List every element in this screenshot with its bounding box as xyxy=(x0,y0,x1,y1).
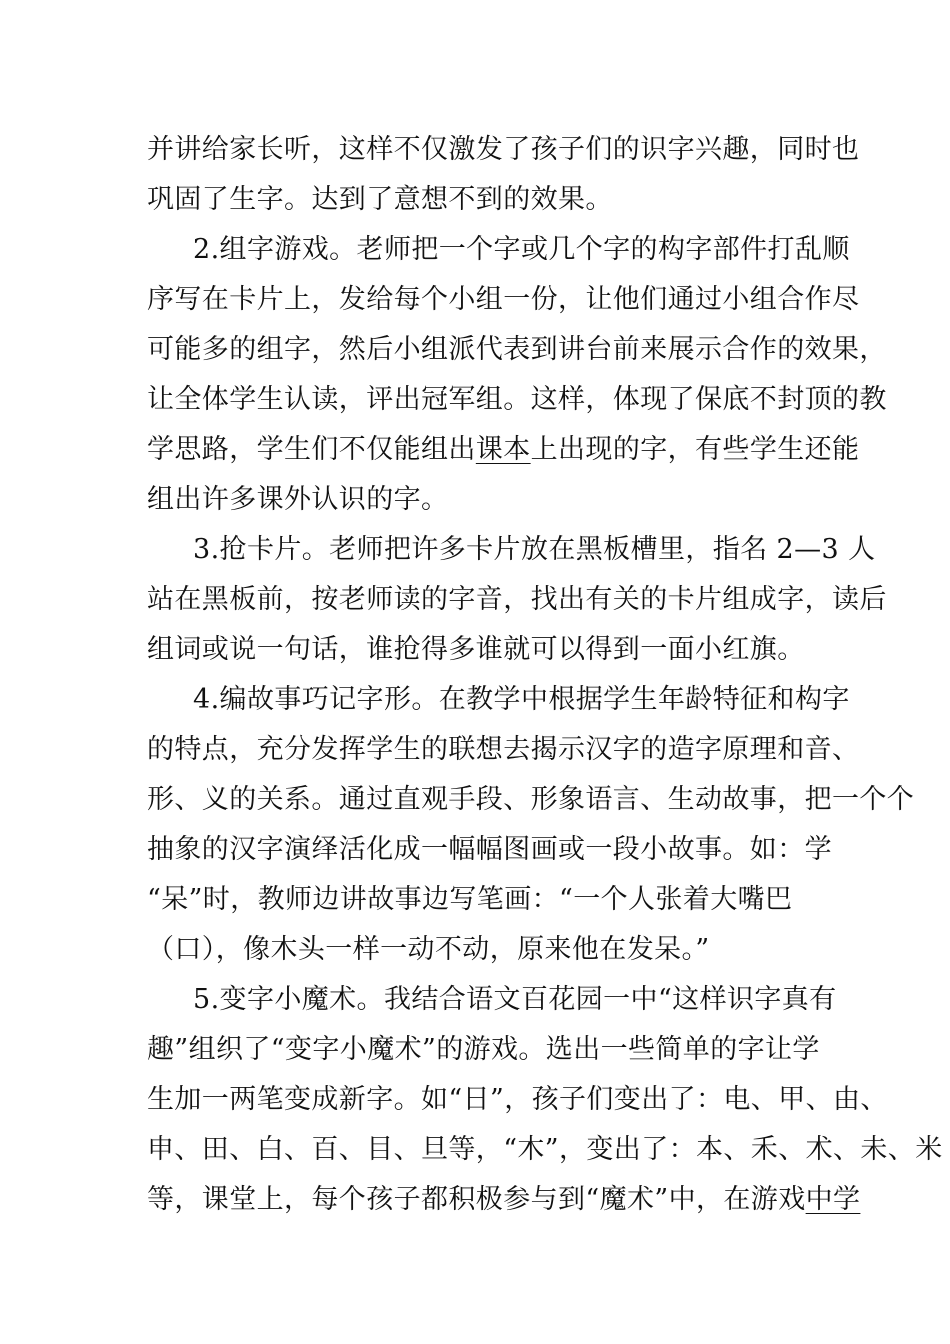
text-segment: 学思路，学生们不仅能组出 xyxy=(147,434,476,465)
text-line: 的特点，充分发挥学生的联想去揭示汉字的造字原理和音、 xyxy=(147,734,860,765)
text-line: 序写在卡片上，发给每个小组一份，让他们通过小组合作尽 xyxy=(147,284,860,315)
text-line-with-link xyxy=(147,432,859,468)
text-line: 站在黑板前，按老师读的字音，找出有关的卡片组成字，读后 xyxy=(147,584,887,615)
text-line: 趣”组织了“变字小魔术”的游戏。选出一些简单的字让学 xyxy=(147,1034,820,1065)
text-line-with-link xyxy=(147,1182,860,1218)
text-line: “呆”时，教师边讲故事边写笔画：“一个人张着大嘴巴 xyxy=(147,884,793,915)
text-line: 组出许多课外认识的字。 xyxy=(147,484,449,515)
text-line: 组词或说一句话，谁抢得多谁就可以得到一面小红旗。 xyxy=(147,634,805,665)
text-line: 申、田、白、百、目、旦等，“木”，变出了：本、禾、术、未、米 xyxy=(147,1134,943,1165)
link-zhongxue[interactable]: 中学 xyxy=(805,1184,861,1215)
text-line: 并讲给家长听，这样不仅激发了孩子们的识字兴趣，同时也 xyxy=(147,134,860,165)
link-keben[interactable]: 课本 xyxy=(475,434,531,465)
text-line: 可能多的组字，然后小组派代表到讲台前来展示合作的效果， xyxy=(147,334,887,365)
text-line: 让全体学生认读，评出冠军组。这样，体现了保底不封顶的教 xyxy=(147,384,887,415)
text-line: 生加一两笔变成新字。如“日”，孩子们变出了：电、甲、由、 xyxy=(147,1084,888,1115)
text-segment: 上出现的字，有些学生还能 xyxy=(530,434,860,465)
text-line: （口），像木头一样一动不动，原来他在发呆。” xyxy=(147,934,710,965)
text-line: 形、义的关系。通过直观手段、形象语言、生动故事，把一个个 xyxy=(147,784,915,815)
paragraph-2-start: 2.组字游戏。老师把一个字或几个字的构字部件打乱顺 xyxy=(193,234,850,265)
text-segment: 等，课堂上，每个孩子都积极参与到“魔术”中，在游戏 xyxy=(147,1184,806,1215)
paragraph-4-start: 4.编故事巧记字形。在教学中根据学生年龄特征和构字 xyxy=(193,684,850,715)
paragraph-3-start: 3.抢卡片。老师把许多卡片放在黑板槽里，指名 2—3 人 xyxy=(193,534,876,565)
text-line: 巩固了生字。达到了意想不到的效果。 xyxy=(147,184,613,215)
paragraph-5-start: 5.变字小魔术。我结合语文百花园一中“这样识字真有 xyxy=(193,984,837,1015)
text-line: 抽象的汉字演绎活化成一幅幅图画或一段小故事。如：学 xyxy=(147,834,832,865)
